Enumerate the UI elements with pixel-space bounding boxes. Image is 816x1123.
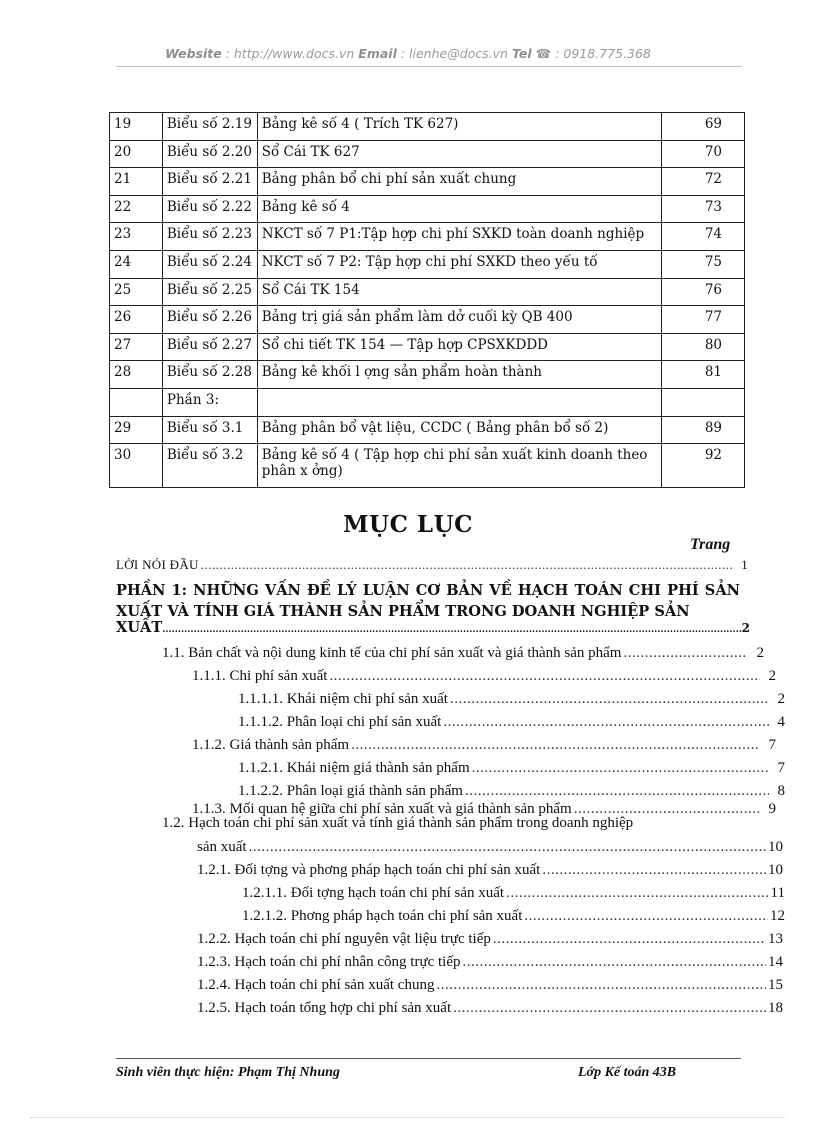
- cell-page: 72: [661, 168, 744, 196]
- toc-entry-text: 1.1.2. Giá thành sản phẩm: [192, 737, 350, 753]
- email-value[interactable]: : lienhe@docs.vn: [400, 46, 508, 61]
- toc-entry-text: 1.1.1.1. Khái niệm chi phí sản xuất: [238, 691, 448, 707]
- toc-entry-page: 12: [770, 908, 785, 924]
- toc-entry-page: 9: [768, 801, 776, 817]
- leader-dots: [443, 714, 769, 731]
- leader-dots: [472, 760, 769, 777]
- phone-icon: ☎: [535, 46, 552, 61]
- toc-entry-text: 1.1. Bản chất và nội dung kinh tế của chi phí sản xuất và giá thành sản phẩm: [162, 645, 622, 661]
- leader-dots: [574, 801, 760, 818]
- leader-dots: [162, 625, 741, 635]
- table-row: [110, 388, 745, 416]
- cell-page: 76: [661, 278, 744, 306]
- cell-no: 26: [110, 306, 163, 334]
- toc-entry[interactable]: [238, 714, 785, 731]
- toc-entry-1-2-line1[interactable]: 1.2. Hạch toán chi phí sản xuất và tính giá thành sản phẩm trong doanh nghiệp: [162, 815, 634, 831]
- leader-dots: [462, 954, 766, 971]
- cell-no: 21: [110, 168, 163, 196]
- toc-part-1-last[interactable]: [116, 619, 750, 636]
- leader-dots: [351, 737, 760, 754]
- table-row: [110, 361, 745, 389]
- cell-page: 92: [661, 444, 744, 488]
- cell-page: 70: [661, 140, 744, 168]
- cell-no: 19: [110, 113, 163, 141]
- cell-code: Biểu số 2.24: [162, 250, 257, 278]
- toc-entry-text: 1.1.2.1. Khái niệm giá thành sản phẩm: [238, 760, 470, 776]
- toc-entry[interactable]: [197, 1000, 783, 1017]
- toc-entry-text: XUẤT: [116, 619, 163, 636]
- toc-entry[interactable]: [238, 691, 785, 708]
- toc-entry-intro[interactable]: [116, 557, 748, 573]
- cell-title: NKCT số 7 P2: Tập hợp chi phí SXKD theo yếu tố: [257, 250, 661, 278]
- toc-entry[interactable]: [162, 645, 764, 662]
- toc-entry-text: sản xuất: [197, 839, 247, 855]
- tel-label: Tel: [511, 46, 532, 61]
- toc-entry[interactable]: [242, 908, 785, 925]
- cell-page: 77: [661, 306, 744, 334]
- toc-title: MỤC LỤC: [343, 511, 473, 538]
- cell-page: 80: [661, 333, 744, 361]
- cell-no: 23: [110, 223, 163, 251]
- leader-dots: [506, 885, 768, 902]
- toc-entry-page: 13: [768, 931, 783, 947]
- leader-dots: [453, 1000, 766, 1017]
- cell-code: Biểu số 2.22: [162, 195, 257, 223]
- toc-entry[interactable]: [192, 737, 776, 754]
- cell-page: 81: [661, 361, 744, 389]
- leader-dots: [493, 931, 766, 948]
- toc-entry[interactable]: [197, 862, 783, 879]
- cell-title: Bảng kê số 4 ( Trích TK 627): [257, 113, 661, 141]
- table-row: [110, 444, 745, 488]
- cell-title: Bảng phân bổ chi phí sản xuất chung: [257, 168, 661, 196]
- toc-entry-text: 1.2.4. Hạch toán chi phí sản xuất chung: [197, 977, 435, 993]
- website-label: Website: [165, 46, 222, 61]
- page-bottom-border: [30, 1117, 786, 1118]
- toc-entry[interactable]: [197, 931, 783, 948]
- toc-part-1[interactable]: PHẦN 1: NHỮNG VẤN ĐỀ LÝ LUẬN CƠ BẢN VỀ HẠCH TOÁN CHI PHÍ SẢN XUẤT VÀ TÍNH GIÁ THÀNH SẢN PHẨM TRONG DOANH NGHIỆP SẢN: [116, 582, 740, 620]
- table-row: [110, 113, 745, 141]
- cell-title: NKCT số 7 P1:Tập hợp chi phí SXKD toàn doanh nghiệp: [257, 223, 661, 251]
- website-value[interactable]: : http://www.docs.vn: [225, 46, 355, 61]
- cell-no: 30: [110, 444, 163, 488]
- footer-class: Lớp Kế toán 43B: [578, 1065, 677, 1080]
- toc-entry-page: 7: [777, 760, 785, 776]
- toc-entry-page: 8: [777, 783, 785, 799]
- table-row: [110, 223, 745, 251]
- email-label: Email: [358, 46, 397, 61]
- cell-code: Biểu số 2.20: [162, 140, 257, 168]
- cell-page: 69: [661, 113, 744, 141]
- cell-title: Sổ chi tiết TK 154 — Tập hợp CPSXKDDD: [257, 333, 661, 361]
- leader-dots: [450, 691, 769, 708]
- cell-no: [110, 388, 163, 416]
- table-row: [110, 333, 745, 361]
- table-row: [110, 140, 745, 168]
- toc-entry-text: 1.1.3. Mối quan hệ giữa chi phí sản xuất và giá thành sản phẩm: [192, 801, 572, 817]
- leader-dots: [436, 977, 766, 994]
- toc-entry-page: 10: [768, 862, 783, 878]
- cell-code: Biểu số 2.23: [162, 223, 257, 251]
- toc-entry[interactable]: [238, 783, 785, 800]
- table-row: [110, 195, 745, 223]
- cell-page: 75: [661, 250, 744, 278]
- cell-title: [257, 388, 661, 416]
- cell-code: Biểu số 2.28: [162, 361, 257, 389]
- toc-entry-page: 2: [741, 621, 750, 635]
- cell-code: Biểu số 3.1: [162, 416, 257, 444]
- cell-code: Biểu số 3.2: [162, 444, 257, 488]
- cell-code: Biểu số 2.19: [162, 113, 257, 141]
- cell-title: Bảng kê khối l ợng sản phẩm hoàn thành: [257, 361, 661, 389]
- table-row: [110, 168, 745, 196]
- cell-no: 24: [110, 250, 163, 278]
- leader-dots: [524, 908, 768, 925]
- toc-entry-page: 10: [768, 839, 783, 855]
- toc-entry[interactable]: [242, 885, 785, 902]
- toc-entry-text: 1.1.1.2. Phân loại chi phí sản xuất: [238, 714, 442, 730]
- cell-page: 73: [661, 195, 744, 223]
- toc-entry-page: 18: [768, 1000, 783, 1016]
- header-divider: [116, 66, 741, 67]
- table-row: [110, 306, 745, 334]
- toc-entry-text: 1.2.1. Đối tợng và phơng pháp hạch toán chi phí sản xuất: [197, 862, 541, 878]
- cell-title: Sổ Cái TK 154: [257, 278, 661, 306]
- toc-entry-page: 14: [768, 954, 783, 970]
- toc-entry-page: 2: [777, 691, 785, 707]
- toc-entry-text: 1.2.3. Hạch toán chi phí nhân công trực tiếp: [197, 954, 461, 970]
- toc-entry-text: LỜI NÓI ĐẦU: [116, 557, 199, 572]
- leader-dots: [201, 557, 732, 573]
- toc-entry[interactable]: [192, 668, 776, 685]
- toc-entry-page: 1: [741, 557, 748, 572]
- cell-code: Phần 3:: [162, 388, 257, 416]
- page-header: [0, 46, 816, 61]
- toc-entry-text: 1.1.1. Chi phí sản xuất: [192, 668, 328, 684]
- figures-table: [109, 112, 745, 488]
- cell-page: 89: [661, 416, 744, 444]
- cell-no: 22: [110, 195, 163, 223]
- leader-dots: [329, 668, 760, 685]
- toc-entry[interactable]: [192, 801, 776, 818]
- table-row: [110, 278, 745, 306]
- cell-title: Bảng trị giá sản phẩm làm dở cuối kỳ QB 400: [257, 306, 661, 334]
- cell-code: Biểu số 2.27: [162, 333, 257, 361]
- tel-value: : 0918.775.368: [555, 46, 651, 61]
- toc-entry-page: 2: [768, 668, 776, 684]
- toc-entry-page: 11: [770, 885, 785, 901]
- footer-divider: [116, 1058, 741, 1059]
- cell-page: [661, 388, 744, 416]
- toc-entry-page: 2: [756, 645, 764, 661]
- toc-entry-page: 15: [768, 977, 783, 993]
- cell-no: 20: [110, 140, 163, 168]
- footer-author: Sinh viên thực hiện: Phạm Thị Nhung: [116, 1065, 340, 1080]
- cell-code: Biểu số 2.26: [162, 306, 257, 334]
- toc-entry[interactable]: [238, 760, 785, 777]
- toc-entry[interactable]: [197, 954, 783, 971]
- cell-no: 29: [110, 416, 163, 444]
- cell-no: 25: [110, 278, 163, 306]
- cell-title: Bảng phân bổ vật liệu, CCDC ( Bảng phân bổ số 2): [257, 416, 661, 444]
- toc-entry[interactable]: [197, 839, 783, 856]
- toc-entry[interactable]: [197, 977, 783, 994]
- leader-dots: [465, 783, 769, 800]
- cell-title: Sổ Cái TK 627: [257, 140, 661, 168]
- table-row: [110, 250, 745, 278]
- toc-entry-page: 7: [768, 737, 776, 753]
- cell-code: Biểu số 2.25: [162, 278, 257, 306]
- cell-title: Bảng kê số 4: [257, 195, 661, 223]
- toc-entry-text: 1.2.2. Hạch toán chi phí nguyên vật liệu trực tiếp: [197, 931, 491, 947]
- leader-dots: [623, 645, 748, 662]
- cell-title: Bảng kê số 4 ( Tập hợp chi phí sản xuất kinh doanh theo phân x ởng): [257, 444, 661, 488]
- toc-entry-text: 1.1.2.2. Phân loại giá thành sản phẩm: [238, 783, 463, 799]
- leader-dots: [249, 839, 766, 856]
- leader-dots: [542, 862, 766, 879]
- cell-code: Biểu số 2.21: [162, 168, 257, 196]
- toc-entry-page: 4: [777, 714, 785, 730]
- cell-no: 28: [110, 361, 163, 389]
- toc-entry-text: 1.2.1.2. Phơng pháp hạch toán chi phí sản xuất: [242, 908, 523, 924]
- toc-entry-text: 1.2.1.1. Đối tợng hạch toán chi phí sản xuất: [242, 885, 505, 901]
- toc-entry-text: 1.2.5. Hạch toán tổng hợp chi phí sản xuất: [197, 1000, 452, 1016]
- page-column-label: Trang: [690, 536, 731, 553]
- table-row: [110, 416, 745, 444]
- cell-no: 27: [110, 333, 163, 361]
- cell-page: 74: [661, 223, 744, 251]
